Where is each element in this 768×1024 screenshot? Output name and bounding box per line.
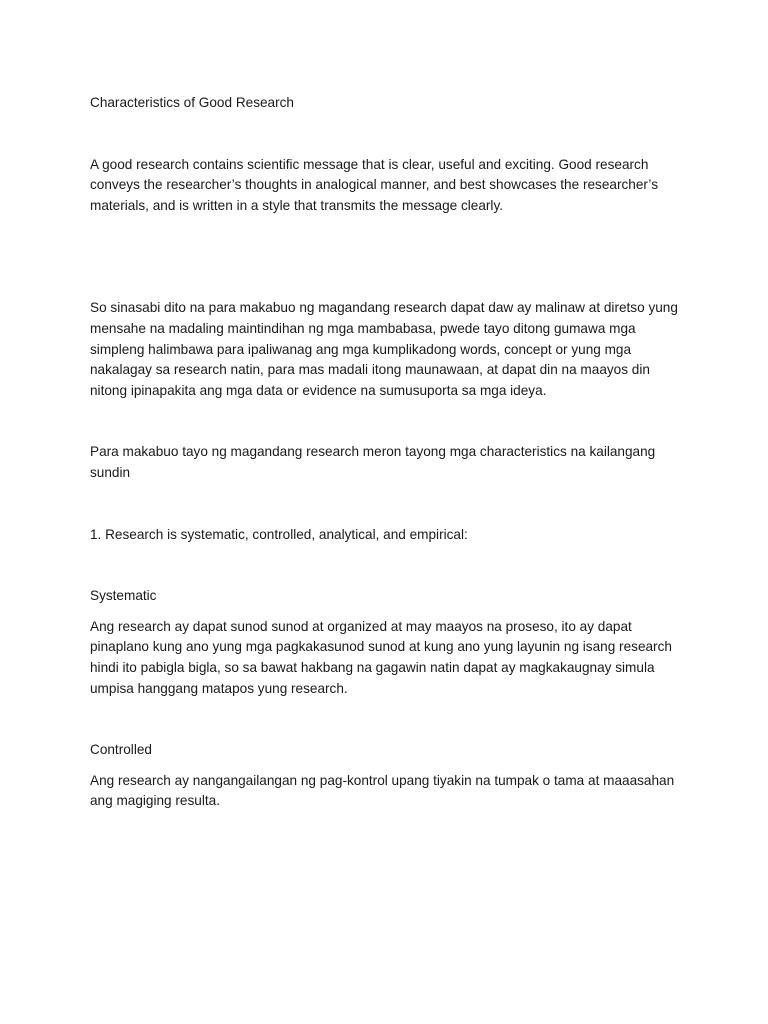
section-text-controlled: Ang research ay nangangailangan ng pag-kontrol upang tiyakin na tumpak o tama at maaasahan ang magiging resulta.	[90, 772, 675, 809]
document-body	[90, 93, 690, 812]
section-text-systematic: Ang research ay dapat sunod sunod at organized at may maayos na proseso, ito ay dapat pinaplano kung ano yung mga pagkakasunod sunod at kung ano yung layunin ng isang research hindi ito pabigla bigla, so sa bawat hakbang na gagawin natin dapat ay magkakaugnay simula umpisa hanggang matapos yung research.	[90, 618, 672, 696]
section-heading-controlled: Controlled	[90, 742, 152, 758]
paragraph-characteristics: Para makabuo tayo ng magandang research meron tayong mga characteristics na kailangang sundin	[90, 444, 656, 480]
section-heading-systematic: Systematic	[90, 588, 157, 604]
paragraph-intro: A good research contains scientific message that is clear, useful and exciting. Good research conveys the researcher’s thoughts in analogical manner, and best showcases the researcher’s materials, and is written in a style that transmits the message clearly.	[90, 156, 658, 213]
document-title: Characteristics of Good Research	[90, 95, 294, 110]
list-item-research-is-systematic: 1. Research is systematic, controlled, analytical, and empirical:	[90, 526, 468, 542]
paragraph-explanation: So sinasabi dito na para makabuo ng magandang research dapat daw ay malinaw at diretso yung mensahe na madaling maintindihan ng mga mambabasa, pwede tayo ditong gumawa mga simpleng halimbawa para ipaliwanag ang mga kumplikadong words, concept or yung mga nakalagay sa research natin, para mas madali itong maunawaan, at dapat din na maayos din nitong ipinapakita ang mga data or evidence na sumusuporta sa mga ideya.	[90, 300, 678, 398]
